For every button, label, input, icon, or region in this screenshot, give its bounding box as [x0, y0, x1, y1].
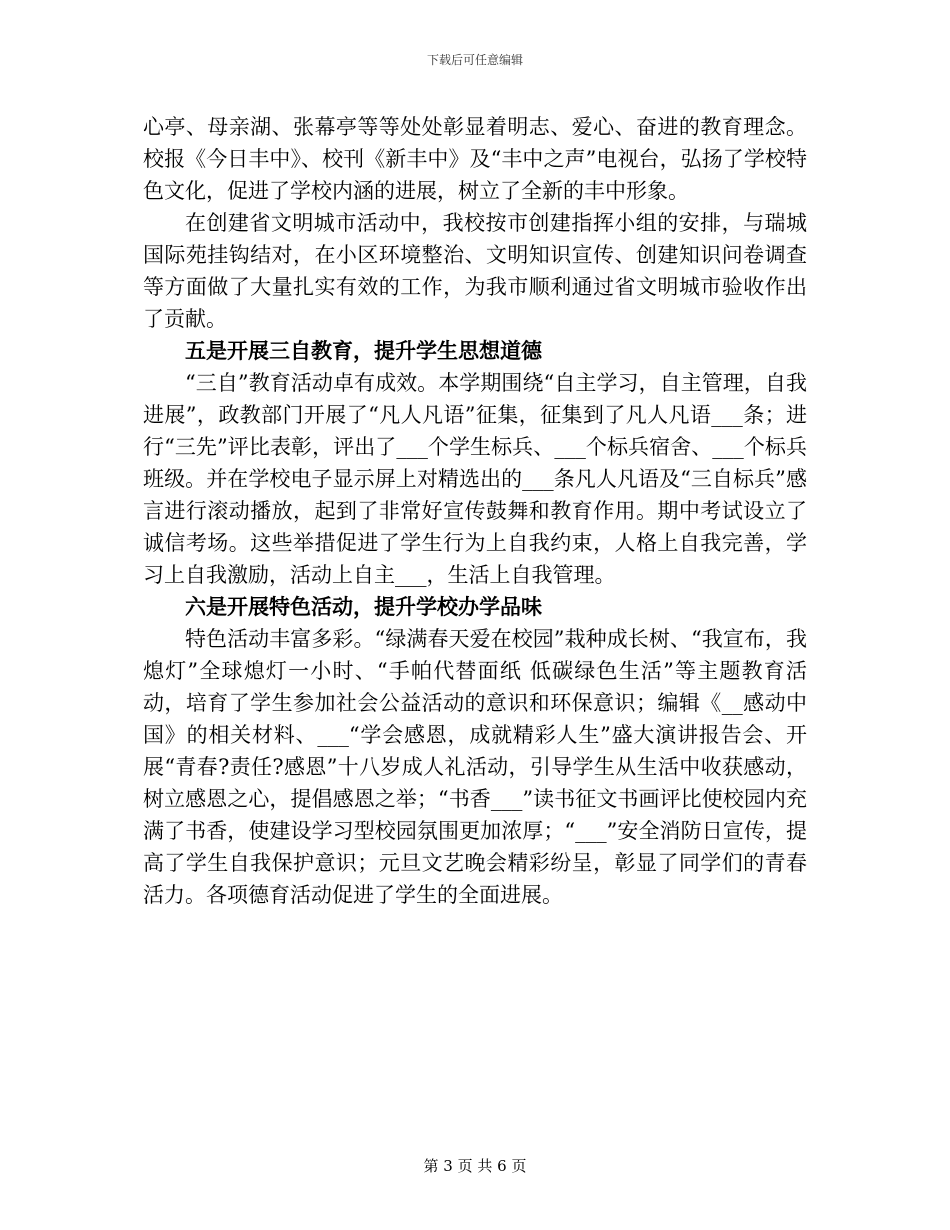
- document-body: [143, 111, 807, 911]
- paragraph-three-self-education: “三自”教育活动卓有成效。本学期围绕“自主学习，自主管理，自我进展”，政教部门开展了“凡人凡语”征集，征集到了凡人凡语___条；进行“三先”评比表彰，评出了___个学生标兵、___个标兵宿舍、___个标兵班级。并在学校电子显示屏上对精选出的___条凡人凡语及“三自标兵”感言进行滚动播放，起到了非常好宣传鼓舞和教育作用。期中考试设立了诚信考场。这些举措促进了学生行为上自我约束，人格上自我完善，学习上自我激励，活动上自主___，生活上自我管理。: [143, 371, 807, 587]
- section-heading-five: 五是开展三自教育，提升学生思想道德: [185, 338, 542, 363]
- page-header: 下载后可任意编辑: [426, 53, 523, 67]
- page-footer: 第 3 页 共 6 页: [423, 1157, 527, 1175]
- paragraph-special-activities: 特色活动丰富多彩。“绿满春天爱在校园”栽种成长树、“我宣布，我熄灯”全球熄灯一小时、“手帕代替面纸 低碳绿色生活”等主题教育活动，培育了学生参加社会公益活动的意识和环保意识；编辑《__感动中国》的相关材料、___“学会感恩，成就精彩人生”盛大演讲报告会、开展“青春?责任?感恩”十八岁成人礼活动，引导学生从生活中收获感动，树立感恩之心，提倡感恩之举；“书香___”读书征文书画评比使校园内充满了书香，使建设学习型校园氛围更加浓厚；“___”安全消防日宣传，提高了学生自我保护意识；元旦文艺晚会精彩纷呈，彰显了同学们的青春活力。各项德育活动促进了学生的全面进展。: [143, 627, 807, 907]
- section-heading-six: 六是开展特色活动，提升学校办学品味: [185, 594, 542, 619]
- paragraph-continuation: 心亭、母亲湖、张幕亭等等处处彰显着明志、爱心、奋进的教育理念。校报《今日丰中》、校刊《新丰中》及“丰中之声”电视台，弘扬了学校特色文化，促进了学校内涵的进展，树立了全新的丰中形象。: [143, 115, 807, 203]
- paragraph-civilized-city: 在创建省文明城市活动中，我校按市创建指挥小组的安排，与瑞城国际苑挂钩结对，在小区环境整治、文明知识宣传、创建知识问卷调查等方面做了大量扎实有效的工作，为我市顺利通过省文明城市验收作出了贡献。: [143, 211, 807, 331]
